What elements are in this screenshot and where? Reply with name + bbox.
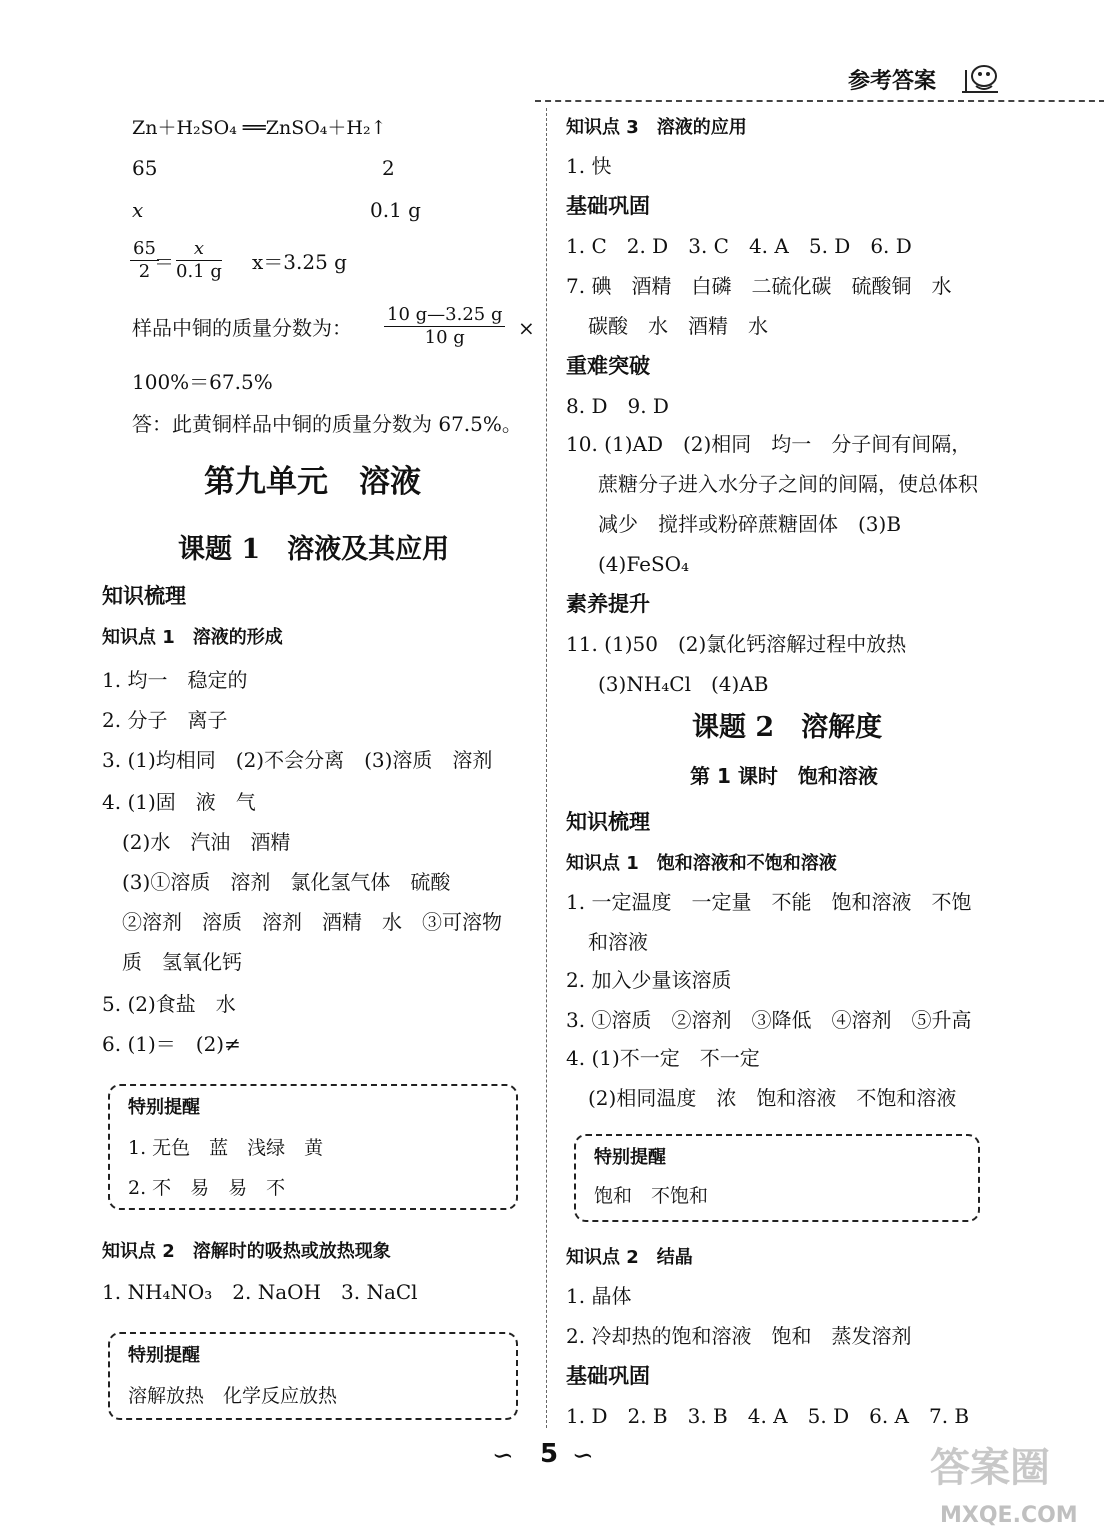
answer-line: 1. 均一 稳定的 xyxy=(102,668,248,692)
equation-line: Zn＋H₂SO₄ ══ZnSO₄＋H₂↑ xyxy=(132,117,387,139)
answer-line: 减少 搅拌或粉碎蔗糖固体 (3)B xyxy=(598,512,902,536)
fraction-numerator: 65 xyxy=(130,238,159,261)
knowledge-point-1: 知识点 1 饱和溶液和不饱和溶液 xyxy=(566,853,837,874)
answer-line: 10. (1)AD (2)相同 均一 分子间有间隔， xyxy=(566,432,972,456)
equation-0.1g: 0.1 g xyxy=(370,198,421,222)
topic-2-title: 课题 2 溶解度 xyxy=(692,712,883,743)
answer-line: 1. D 2. B 3. B 4. A 5. D 6. A 7. B xyxy=(566,1404,970,1428)
section-hard: 重难突破 xyxy=(566,354,650,378)
reminder-title: 特别提醒 xyxy=(128,1097,200,1118)
answer-line: 6. (1)＝ (2)≠ xyxy=(102,1032,241,1056)
equation-mass-2: 2 xyxy=(382,156,395,180)
header-divider xyxy=(535,100,1104,102)
final-answer: 答：此黄铜样品中铜的质量分数为 67.5%。 xyxy=(132,412,522,436)
x-result: x＝3.25 g xyxy=(252,250,347,274)
watermark-logo: 答案圈 xyxy=(930,1444,1050,1491)
answer-line: 8. D 9. D xyxy=(566,394,669,418)
answer-line: 2. 分子 离子 xyxy=(102,708,228,732)
answer-line: 1. 快 xyxy=(566,154,612,178)
header-title: 参考答案 xyxy=(848,69,937,94)
knowledge-point-2: 知识点 2 结晶 xyxy=(566,1247,693,1268)
section-knowledge: 知识梳理 xyxy=(566,810,650,834)
answer-line: (2)水 汽油 酒精 xyxy=(122,830,291,854)
equals-sign: ＝ xyxy=(154,250,174,274)
answer-line: 质 氢氧化钙 xyxy=(122,950,242,974)
column-divider xyxy=(546,108,547,1428)
answer-line: 蔗糖分子进入水分子之间的间隔，使总体积 xyxy=(598,472,978,496)
answer-line: (3)NH₄Cl (4)AB xyxy=(598,672,769,696)
answer-line: (4)FeSO₄ xyxy=(598,552,690,576)
section-basic: 基础巩固 xyxy=(566,194,650,218)
watermark-url: MXQE.COM xyxy=(940,1503,1078,1528)
answer-line: 2. 加入少量该溶质 xyxy=(566,968,732,992)
mascot-icon xyxy=(958,62,1002,98)
answer-line: 4. (1)不一定 不一定 xyxy=(566,1046,760,1070)
copper-fraction-prefix: 样品中铜的质量分数为： xyxy=(132,316,352,340)
page-number: 5 xyxy=(540,1439,559,1469)
copper-result: 100%＝67.5% xyxy=(132,370,273,394)
fraction-numerator: 10 g—3.25 g xyxy=(384,304,505,327)
fraction-denominator: 2 xyxy=(138,261,151,282)
reminder-line: 饱和 不饱和 xyxy=(594,1185,709,1207)
equation-x: x xyxy=(132,198,144,222)
page-wave-right: ∽ xyxy=(572,1441,594,1471)
answer-line: 和溶液 xyxy=(588,930,648,954)
answer-line: 3. (1)均相同 (2)不会分离 (3)溶质 溶剂 xyxy=(102,748,493,772)
answer-line: ②溶剂 溶质 溶剂 酒精 水 ③可溶物 xyxy=(122,910,502,934)
reminder-line: 1. 无色 蓝 浅绿 黄 xyxy=(128,1137,324,1159)
times-sign: × xyxy=(518,316,535,340)
answer-line: 5. (2)食盐 水 xyxy=(102,992,236,1016)
section-basic: 基础巩固 xyxy=(566,1364,650,1388)
reminder-title: 特别提醒 xyxy=(594,1147,666,1168)
fraction-x-over-0.1g xyxy=(176,238,222,283)
knowledge-point-2: 知识点 2 溶解时的吸热或放热现象 xyxy=(102,1241,391,1262)
answer-line: 1. C 2. D 3. C 4. A 5. D 6. D xyxy=(566,234,912,258)
section-knowledge: 知识梳理 xyxy=(102,584,186,608)
lesson-1-title: 第 1 课时 饱和溶液 xyxy=(690,764,878,788)
answer-line: 3. ①溶质 ②溶剂 ③降低 ④溶剂 ⑤升高 xyxy=(566,1008,972,1032)
fraction-numerator: x xyxy=(176,238,222,261)
answer-line: 11. (1)50 (2)氯化钙溶解过程中放热 xyxy=(566,632,907,656)
reminder-title: 特别提醒 xyxy=(128,1345,200,1366)
answer-line: 2. 冷却热的饱和溶液 饱和 蒸发溶剂 xyxy=(566,1324,912,1348)
topic-1-title: 课题 1 溶液及其应用 xyxy=(178,534,450,565)
copper-fraction xyxy=(384,304,505,349)
section-quality: 素养提升 xyxy=(566,592,650,616)
answer-line: 1. NH₄NO₃ 2. NaOH 3. NaCl xyxy=(102,1280,418,1304)
reminder-line: 溶解放热 化学反应放热 xyxy=(128,1385,338,1407)
reminder-line: 2. 不 易 易 不 xyxy=(128,1177,286,1199)
answer-line: (2)相同温度 浓 饱和溶液 不饱和溶液 xyxy=(588,1086,957,1110)
answer-line: 1. 一定温度 一定量 不能 饱和溶液 不饱 xyxy=(566,890,972,914)
page-wave-left: ∽ xyxy=(492,1441,514,1471)
unit-title: 第九单元 溶液 xyxy=(204,464,421,500)
knowledge-point-1: 知识点 1 溶液的形成 xyxy=(102,627,283,648)
answer-line: 1. 晶体 xyxy=(566,1284,632,1308)
fraction-denominator: 0.1 g xyxy=(176,261,222,282)
answer-line: (3)①溶质 溶剂 氯化氢气体 硫酸 xyxy=(122,870,451,894)
answer-line: 7. 碘 酒精 白磷 二硫化碳 硫酸铜 水 xyxy=(566,274,952,298)
answer-line: 碳酸 水 酒精 水 xyxy=(588,314,768,338)
answer-line: 4. (1)固 液 气 xyxy=(102,790,256,814)
equation-mass-65: 65 xyxy=(132,156,158,180)
fraction-denominator: 10 g xyxy=(424,327,465,348)
knowledge-point-3: 知识点 3 溶液的应用 xyxy=(566,117,747,138)
